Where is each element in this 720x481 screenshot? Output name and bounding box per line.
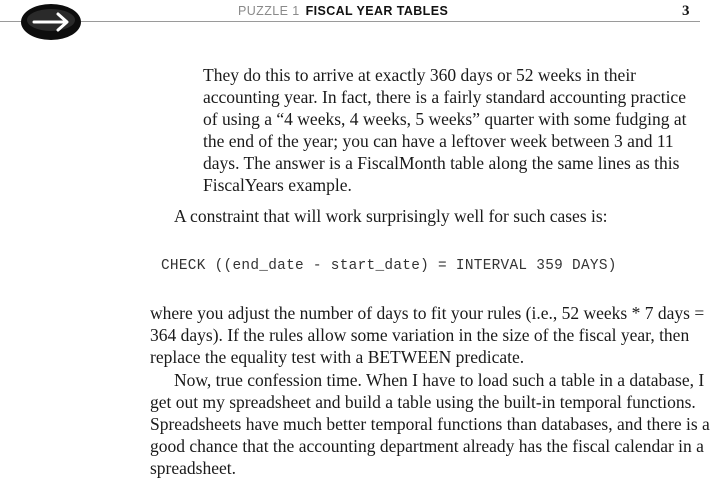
chapter-title: FISCAL YEAR TABLES <box>305 4 449 18</box>
adjust-paragraph: where you adjust the number of days to fit your rules (i.e., 52 weeks * 7 days = 364 days). If the rules allow some variation in the size of the fiscal year, then replace the equality test with a BETWEEN predicate. <box>150 303 705 367</box>
running-head <box>238 4 448 18</box>
code-snippet: CHECK ((end_date - start_date) = INTERVAL 359 DAYS) <box>161 258 617 274</box>
confession-paragraph: Now, true confession time. When I have to load such a table in a database, I get out my spreadsheet and build a table using the built-in temporal functions. Spreadsheets have much better temporal functions than databases, and there is a good chance that the accounting department already has the fiscal calendar in a spreadsheet. <box>150 370 710 478</box>
header-rule <box>0 21 700 22</box>
puzzle-label: PUZZLE 1 <box>238 4 300 18</box>
extract-paragraph: They do this to arrive at exactly 360 days or 52 weeks in their accounting year. In fact, there is a fairly standard accounting practice of using a “4 weeks, 4 weeks, 5 weeks” quarter with some fudging at the end of the year; you can have a leftover week between 3 and 11 days. The answer is a FiscalMonth table along the same lines as this FiscalYears example. <box>203 65 687 195</box>
indented-extract <box>203 64 693 196</box>
page-number: 3 <box>682 3 690 19</box>
right-arrow-icon <box>20 3 82 41</box>
page-header <box>0 0 720 34</box>
constraint-intro-paragraph: A constraint that will work surprisingly well for such cases is: <box>174 206 608 226</box>
